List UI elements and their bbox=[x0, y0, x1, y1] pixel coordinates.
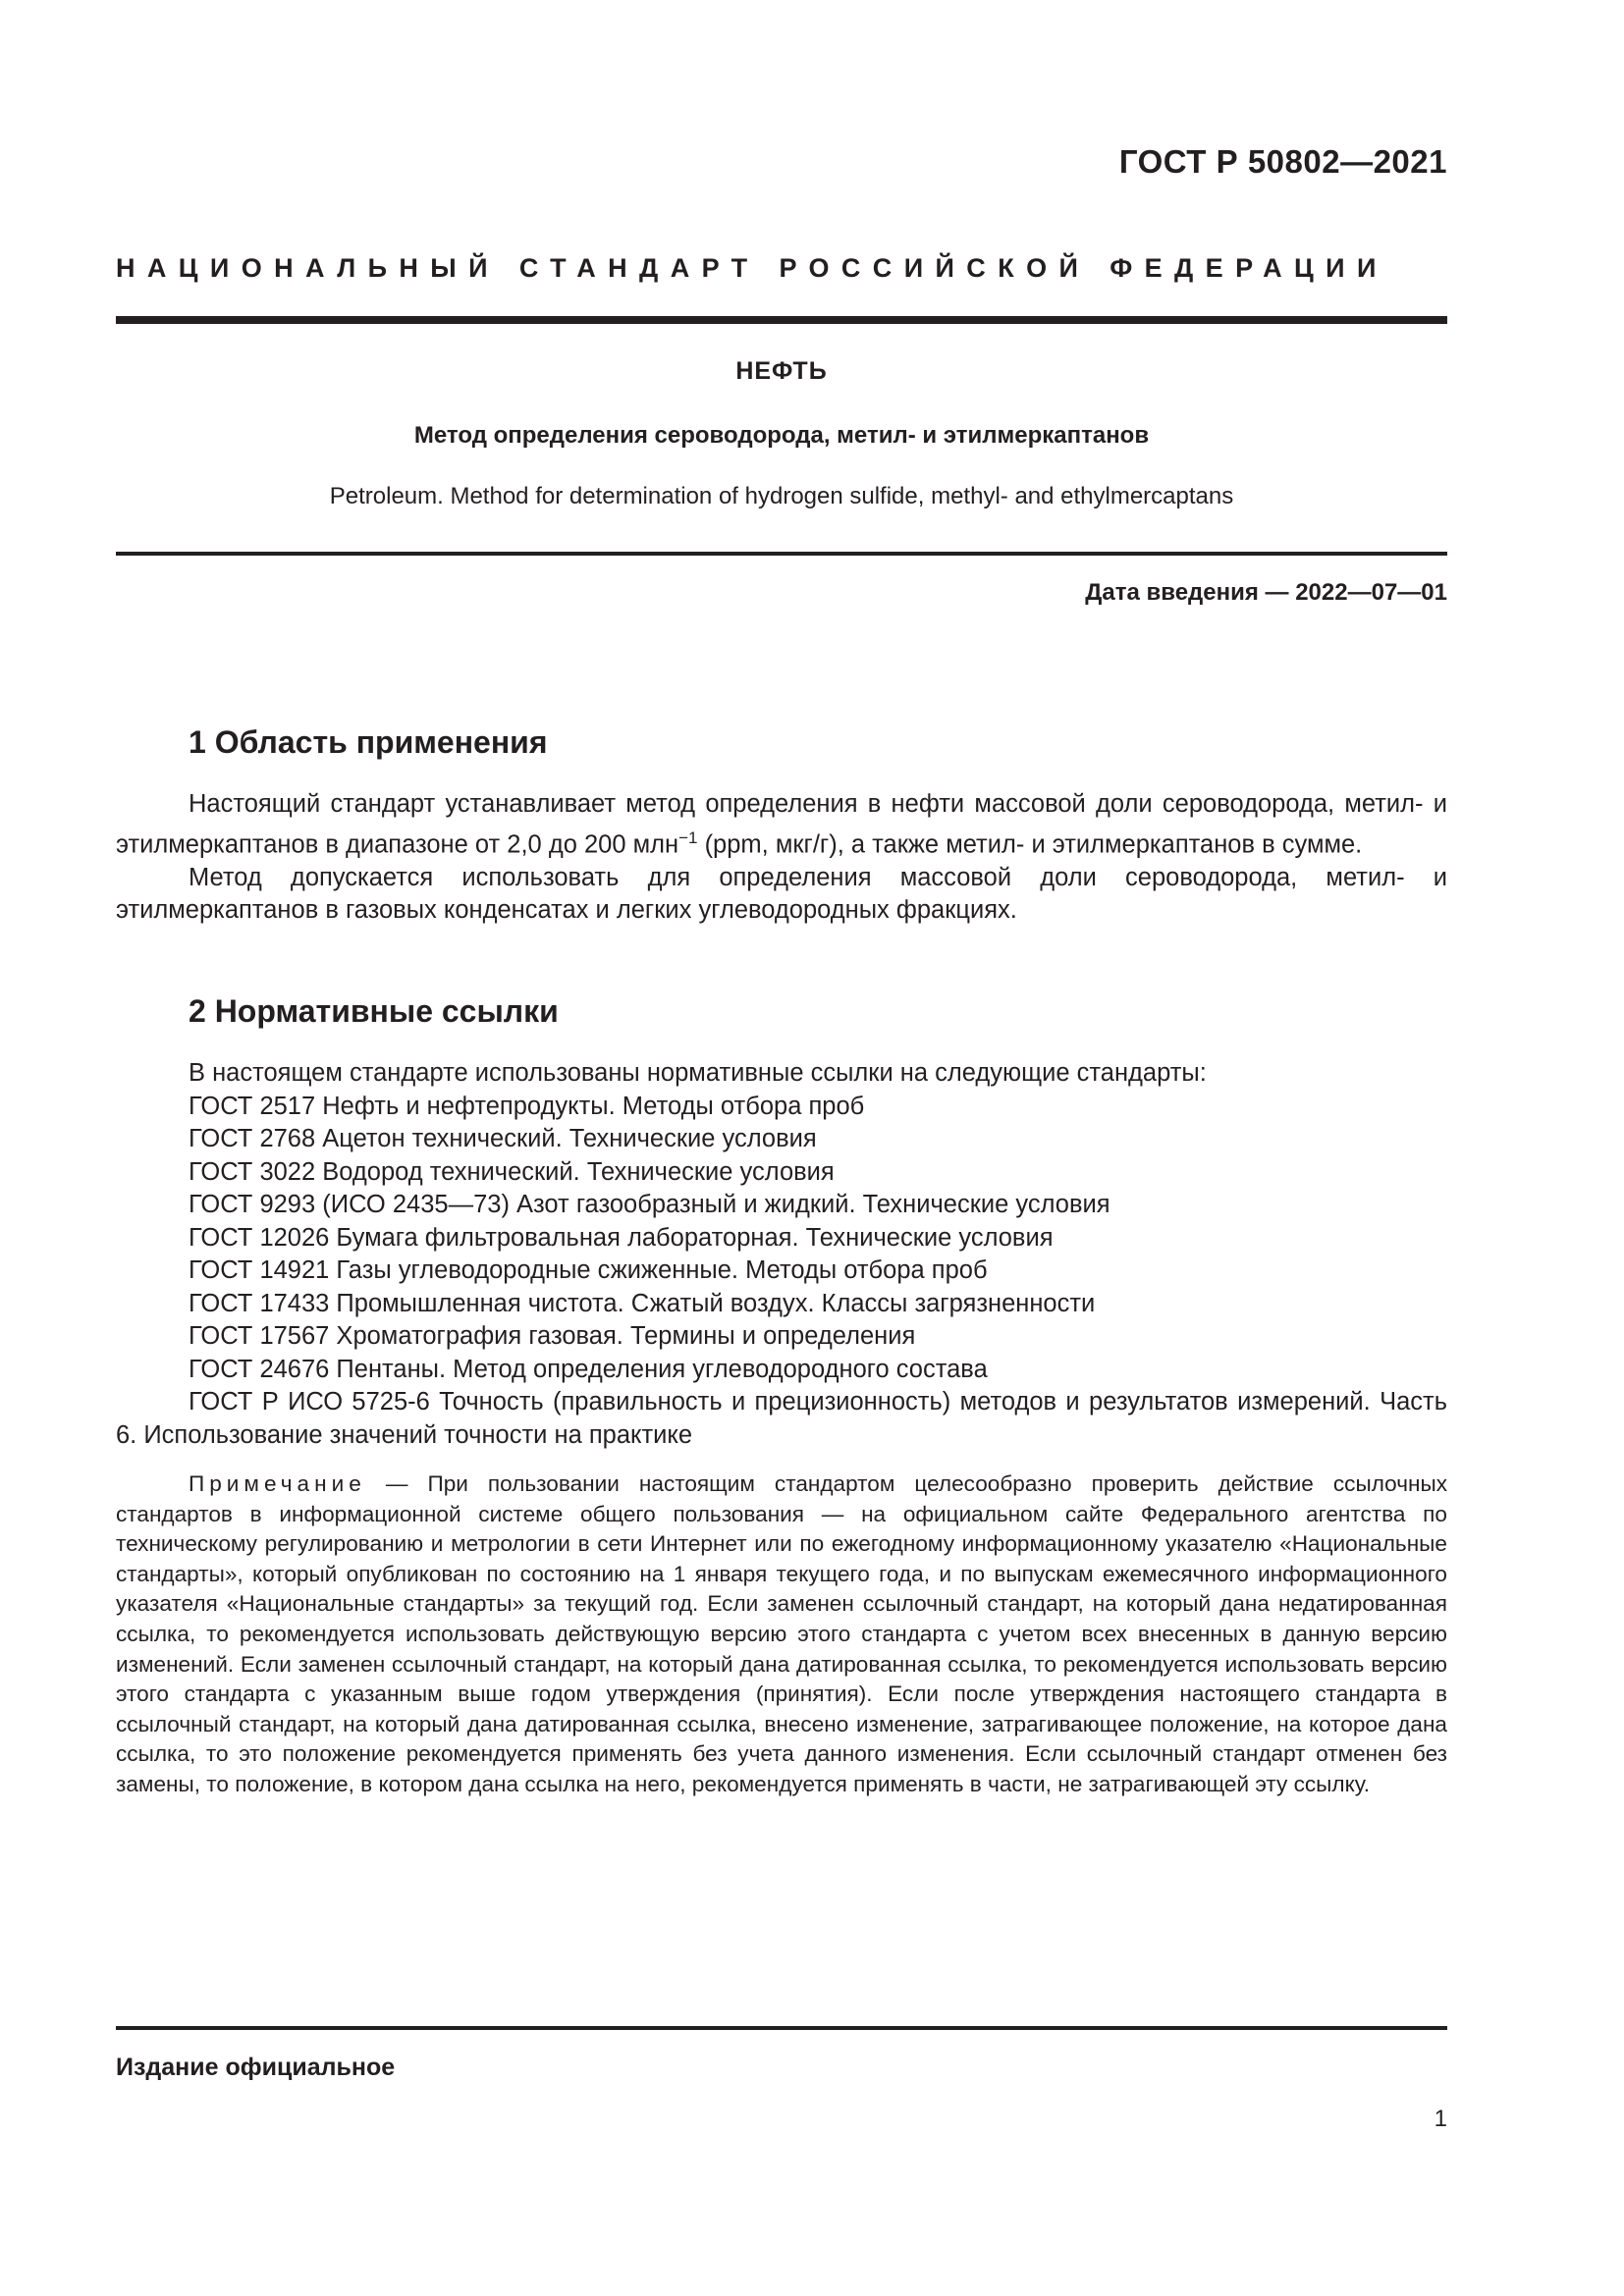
reference-item: ГОСТ 17433 Промышленная чистота. Сжатый воздух. Классы загрязненности bbox=[189, 1289, 1096, 1317]
section-1-paragraph-2: Метод допускается использовать для определения массовой доли сероводорода, метил- и этилмеркаптанов в газовых конденсатах и легких углеводородных фракциях. bbox=[116, 863, 1447, 924]
paragraph-text: (ppm, мкг/г), а также метил- и этилмеркаптанов в сумме. bbox=[697, 830, 1363, 858]
section-1-title: 1 Область применения bbox=[189, 724, 548, 760]
header-rule bbox=[116, 316, 1447, 324]
reference-item: ГОСТ 12026 Бумага фильтровальная лабораторная. Технические условия bbox=[189, 1223, 1054, 1252]
document-subtitle: Метод определения сероводорода, метил- и этилмеркаптанов bbox=[413, 422, 1150, 449]
reference-item: ГОСТ 14921 Газы углеводородные сжиженные. Методы отбора проб bbox=[189, 1256, 988, 1284]
footer-rule bbox=[116, 2026, 1447, 2030]
note-text: — При пользовании настоящим стандартом целесообразно проверить действие ссылочных стандартов в информационной системе общего пользования — на официальном сайте Федерального агентства по техническому регулированию и метрологии в сети Интернет или по ежегодному информационному указателю «Национальные стандарты», который опубликован по состоянию на 1 января текущего года, и по выпускам ежемесячного информационного указателя «Национальные стандарты» за текущий год. Если заменен ссылочный стандарт, на который дана недатированная ссылка, то рекомендуется использовать действующую версию этого стандарта с учетом всех внесенных в данную версию изменений. Если заменен ссылочный стандарт, на который дана датированная ссылка, то рекомендуется использовать версию этого стандарта с указанным выше годом утверждения (принятия). Если после утверждения настоящего стандарта в ссылочный стандарт, на который дана датированная ссылка, внесено изменение, затрагивающее положение, на которое дана ссылка, то это положение рекомендуется применять без учета данного изменения. Если ссылочный стандарт отменен без замены, то положение, в котором дана ссылка на него, рекомендуется применять в части, не затрагивающей эту ссылку. bbox=[116, 1471, 1447, 1796]
reference-item: ГОСТ 17567 Хроматография газовая. Термины и определения bbox=[189, 1322, 916, 1350]
title-rule bbox=[116, 552, 1447, 556]
note-paragraph bbox=[116, 1469, 1447, 1800]
national-standard-heading: НАЦИОНАЛЬНЫЙ СТАНДАРТ РОССИЙСКОЙ ФЕДЕРАЦИИ bbox=[116, 253, 1388, 283]
references-list bbox=[189, 1057, 1447, 1386]
section-2-title: 2 Нормативные ссылки bbox=[189, 993, 559, 1029]
reference-item: ГОСТ 2517 Нефть и нефтепродукты. Методы отбора проб bbox=[189, 1092, 865, 1120]
document-title-english: Petroleum. Method for determination of hydrogen sulfide, methyl- and ethylmercaptans bbox=[329, 483, 1234, 509]
references-intro: В настоящем стандарте использованы нормативные ссылки на следующие стандарты: bbox=[189, 1059, 1207, 1087]
reference-item: ГОСТ 3022 Водород технический. Технические условия bbox=[189, 1157, 835, 1186]
section-1-body bbox=[116, 788, 1447, 928]
reference-item: ГОСТ 9293 (ИСО 2435—73) Азот газообразный и жидкий. Технические условия bbox=[189, 1191, 1110, 1218]
page-number: 1 bbox=[1434, 2106, 1447, 2132]
reference-item: ГОСТ 2768 Ацетон технический. Технические условия bbox=[189, 1125, 817, 1152]
edition-label: Издание официальное bbox=[116, 2054, 396, 2081]
document-code: ГОСТ Р 50802—2021 bbox=[1118, 143, 1447, 180]
introduction-date: Дата введения — 2022—07—01 bbox=[1085, 579, 1447, 606]
document-title: НЕФТЬ bbox=[735, 357, 828, 385]
reference-item: ГОСТ 24676 Пентаны. Метод определения углеводородного состава bbox=[189, 1355, 988, 1383]
note-label: Примечание bbox=[189, 1471, 366, 1496]
paragraph-text: Настоящий стандарт устанавливает метод определения в нефти массовой доли сероводорода, метил- и этилмеркаптанов в диапазоне от 2,0 до 200 млн bbox=[116, 790, 1447, 858]
section-1-paragraph-1 bbox=[116, 788, 1447, 862]
reference-item-last: ГОСТ Р ИСО 5725-6 Точность (правильность и прецизионность) методов и результатов измерений. Часть 6. Использование значений точности на практике bbox=[116, 1388, 1447, 1449]
superscript: −1 bbox=[678, 828, 698, 847]
